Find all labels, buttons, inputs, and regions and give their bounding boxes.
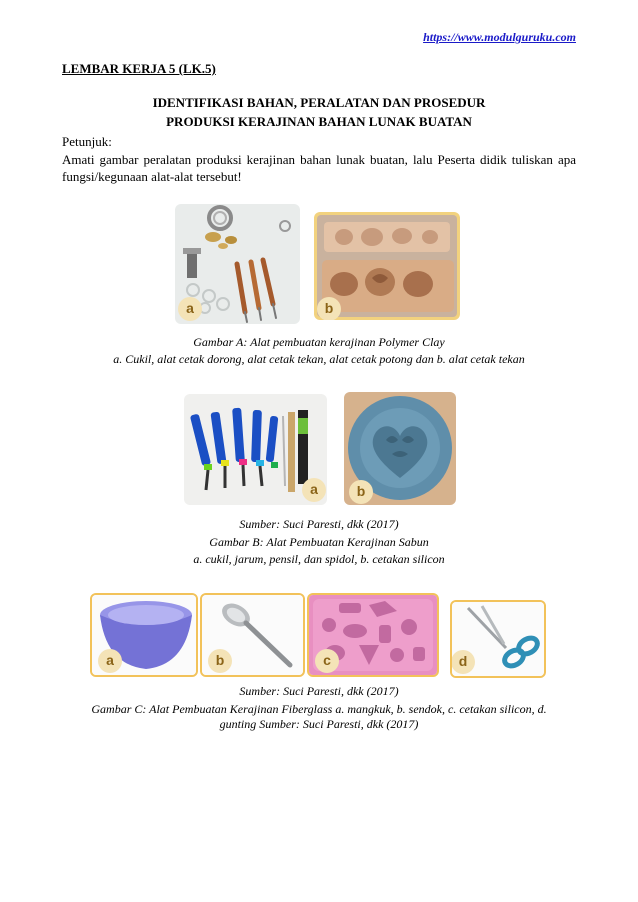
figure-b-source: Sumber: Suci Paresti, dkk (2017) bbox=[239, 517, 399, 531]
figure-b-caption-title: Gambar B: Alat Pembuatan Kerajinan Sabun bbox=[209, 535, 429, 549]
figure-a-caption-items: a. Cukil, alat cetak dorong, alat cetak tekan, alat cetak potong dan b. alat cetak tekan bbox=[113, 352, 525, 366]
instructions-label: Petunjuk: bbox=[62, 134, 112, 149]
figure-c-photo-c bbox=[307, 593, 439, 677]
figure-c-badge-a: a bbox=[98, 649, 122, 673]
figure-c-source: Sumber: Suci Paresti, dkk (2017) bbox=[239, 684, 399, 698]
figure-c-caption-line-2: gunting Sumber: Suci Paresti, dkk (2017) bbox=[219, 717, 419, 731]
figure-a-badge-a: a bbox=[178, 297, 202, 321]
figure-a-caption-title: Gambar A: Alat pembuatan kerajinan Polymer Clay bbox=[193, 335, 445, 349]
figure-b-photo-a bbox=[184, 394, 327, 505]
figure-a-photo-a bbox=[175, 204, 300, 324]
figure-a-photo-b bbox=[314, 212, 460, 320]
header-url-link[interactable]: https://www.modulguruku.com bbox=[423, 30, 576, 44]
figure-b-badge-b: b bbox=[349, 480, 373, 504]
figure-c-badge-b: b bbox=[208, 649, 232, 673]
figure-c-badge-d: d bbox=[451, 650, 475, 674]
worksheet-code: LEMBAR KERJA 5 (LK.5) bbox=[62, 61, 216, 76]
figure-c-caption-line-1: Gambar C: Alat Pembuatan Kerajinan Fiberglass a. mangkuk, b. sendok, c. cetakan silicon, d. bbox=[91, 702, 547, 716]
instructions-text: Amati gambar peralatan produksi kerajinan bahan lunak buatan, lalu Peserta didik tuliskan apa fungsi/kegunaan alat-alat tersebut! bbox=[62, 152, 576, 184]
figure-c-badge-c: c bbox=[315, 649, 339, 673]
figure-b-caption-items: a. cukil, jarum, pensil, dan spidol, b. cetakan silicon bbox=[193, 552, 445, 566]
figure-a-badge-b: b bbox=[317, 297, 341, 320]
figure-c-photo-a bbox=[90, 593, 198, 677]
figure-c-photo-b bbox=[200, 593, 305, 677]
figure-b-badge-a: a bbox=[302, 478, 326, 502]
title-line-2: PRODUKSI KERAJINAN BAHAN LUNAK BUATAN bbox=[166, 114, 472, 129]
figure-b-photo-b bbox=[344, 392, 456, 505]
title-line-1: IDENTIFIKASI BAHAN, PERALATAN DAN PROSEDUR bbox=[152, 95, 486, 110]
figure-c-photo-d bbox=[450, 600, 546, 678]
